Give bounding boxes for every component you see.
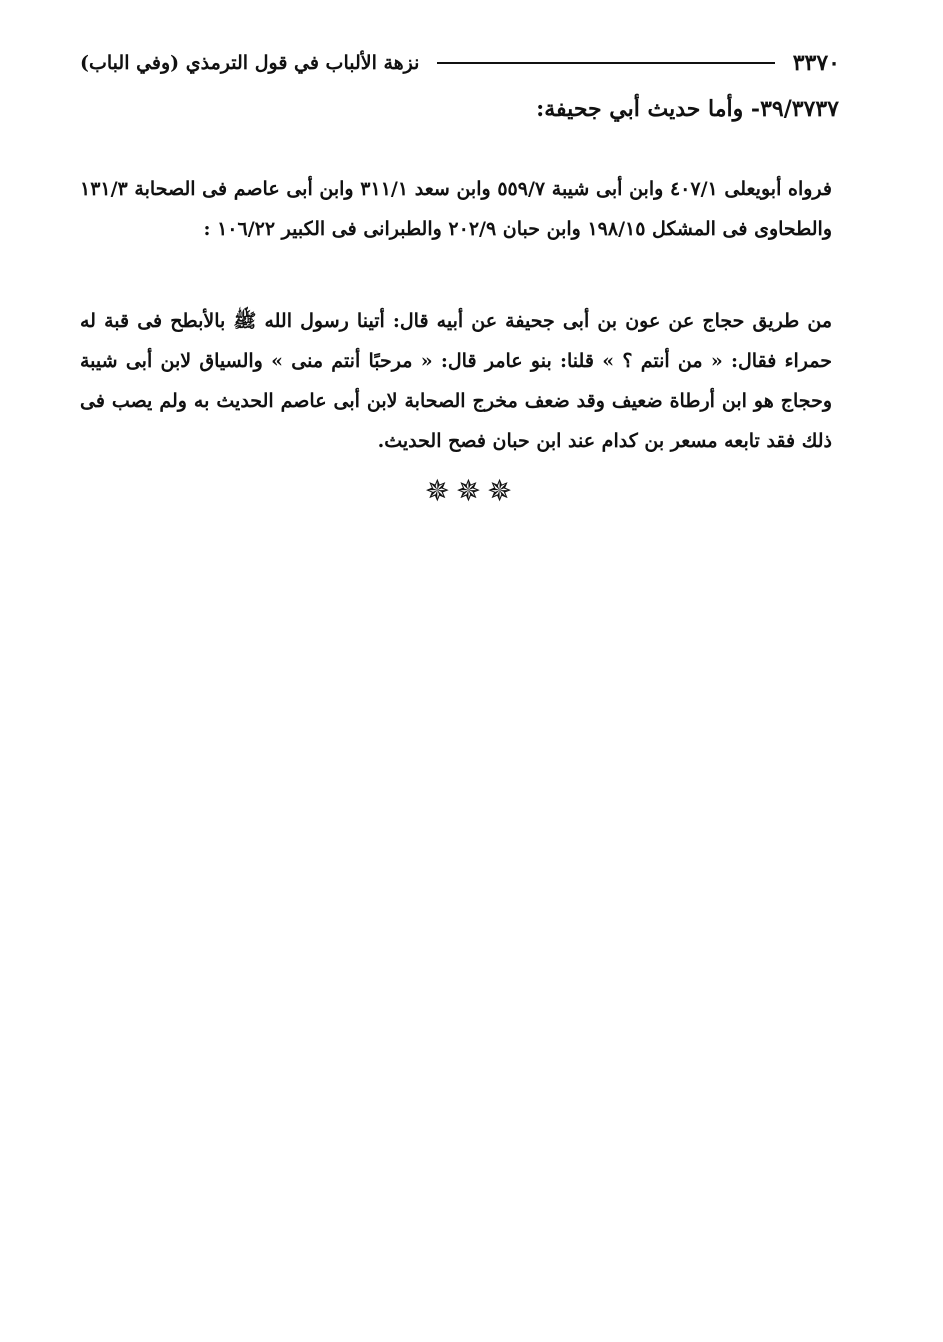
body-paragraph-sources: فرواه أبويعلى ٤٠٧/١ وابن أبى شيبة ٥٥٩/٧ وابن سعد ٣١١/١ وابن أبى عاصم فى الصحابة ١٣١/٣ والطحاوى فى المشكل ١٩٨/١٥ وابن حبان ٢٠٢/٩ والطبرانى فى الكبير ١٠٦/٢٢ : (80, 178, 832, 240)
book-title: نزهة الألباب في قول الترمذي (وفي الباب) (80, 52, 420, 74)
section-heading: ٣٩/٣٧٣٧- وأما حديث أبي جحيفة: (536, 96, 839, 122)
running-header (80, 46, 840, 80)
header-rule (437, 62, 774, 64)
section-end-ornament: ✵✵✵ (424, 474, 519, 509)
page-number: ٣٣٧٠ (792, 50, 840, 76)
body-paragraph-hadith: من طريق حجاج عن عون بن أبى جحيفة عن أبيه قال: أتينا رسول الله ﷺ بالأبطح فى قبة له حمراء فقال: « من أنتم ؟ » قلنا: بنو عامر قال: « مرحبًا أنتم منى » والسياق لابن أبى شيبة وحجاج هو ابن أرطاة ضعيف وقد ضعف مخرج الصحابة لابن أبى عاصم الحديث به ولم يصب فى ذلك فقد تابعه مسعر بن كدام عند ابن حبان فصح الحديث. (80, 310, 832, 452)
